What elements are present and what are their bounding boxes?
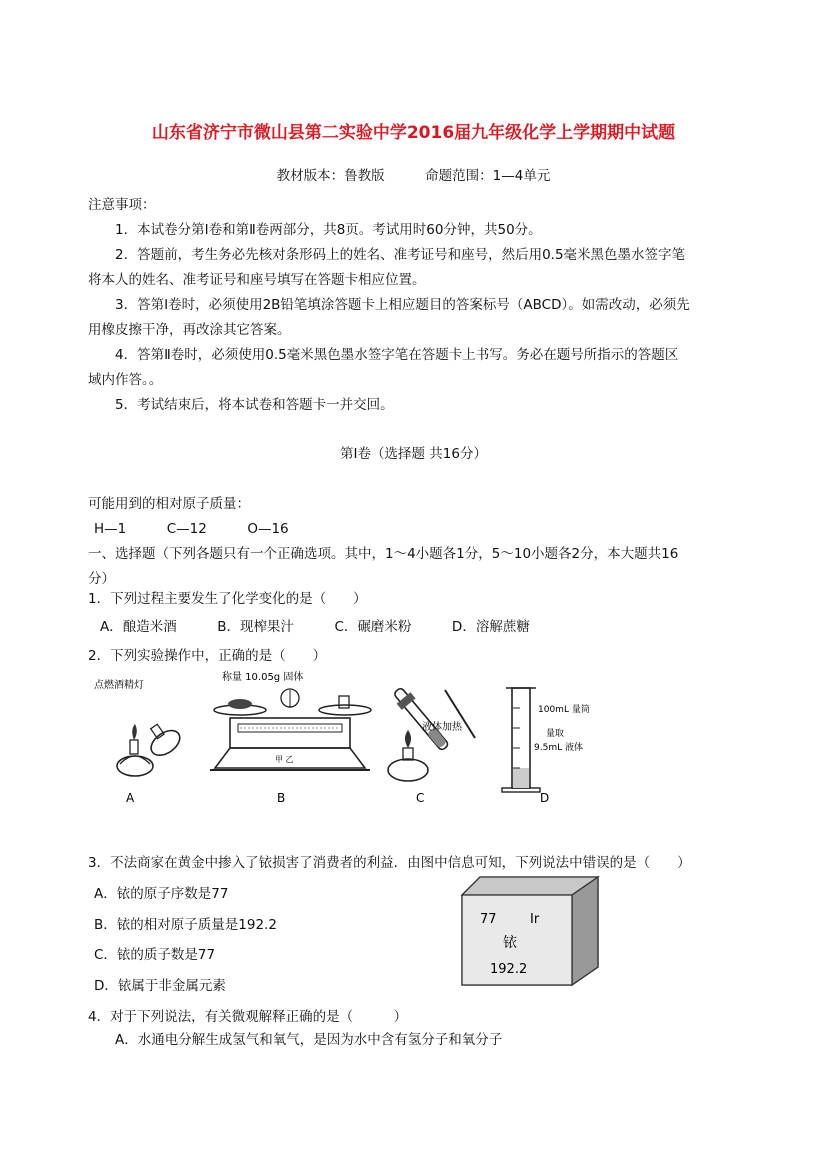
notice-item: 4．答第Ⅱ卷时，必须使用0.5毫米黑色墨水签字笔在答题卡上书写。务必在题号所指示的答题区 [115, 347, 679, 363]
question-3-option: B．铱的相对原子质量是192.2 [94, 917, 277, 933]
notice-item: 2．答题前，考生务必先核对条形码上的姓名、准考证号和座号，然后用0.5毫米黑色墨水签字笔 [115, 247, 686, 263]
lab-operations-figure [90, 668, 590, 808]
notice-item: 3．答第Ⅰ卷时，必须使用2B铅笔填涂答题卡上相应题目的答案标号（ABCD）。如需改动，必须先 [115, 297, 690, 313]
question-3-option: A．铱的原子序数是77 [94, 886, 229, 902]
element-symbol: Ir [530, 912, 540, 927]
balance-scale-label: 甲 乙 [275, 755, 294, 764]
atomic-mass-heading: 可能用到的相对原子质量： [88, 496, 250, 512]
question-1-options: A．酿造米酒 B．现榨果汁 C．碾磨米粉 D．溶解蔗糖 [100, 619, 530, 635]
notice-heading: 注意事项： [88, 197, 156, 213]
option-label-c: C [416, 791, 425, 805]
figure-a-caption: 点燃酒精灯 [94, 680, 144, 691]
figure-d-caption: 量取 [546, 729, 565, 739]
element-name: 铱 [503, 935, 517, 951]
option-label-a: A [126, 791, 135, 805]
iridium-element-card [460, 875, 600, 987]
figure-b-caption: 称量 10.05g 固体 [222, 672, 304, 683]
figure-c-caption: 液体加热 [422, 722, 462, 733]
part-instructions: 一、选择题（下列各题只有一个正确选项。其中，1～4小题各1分，5～10小题各2分，本大题共16 [88, 546, 679, 562]
notice-item: 1．本试卷分第Ⅰ卷和第Ⅱ卷两部分，共8页。考试用时60分钟，共50分。 [115, 222, 542, 238]
meta-line: 教材版本：鲁教版 命题范围：1—4单元 [276, 168, 551, 184]
figure-d-caption: 9.5mL 液体 [534, 743, 583, 753]
notice-item: 域内作答。。 [88, 372, 163, 388]
figure-d-cylinder [502, 688, 590, 792]
section-title: 第Ⅰ卷（选择题 共16分） [340, 446, 487, 462]
figure-d-caption: 100mL 量筒 [538, 705, 590, 715]
question-1-stem: 1．下列过程主要发生了化学变化的是（ ） [88, 591, 367, 607]
notice-item: 5．考试结束后，将本试卷和答题卡一并交回。 [115, 397, 394, 413]
element-atomic-mass: 192.2 [490, 962, 528, 977]
question-3-stem: 3．不法商家在黄金中掺入了铱损害了消费者的利益．由图中信息可知，下列说法中错误的是（ ） [88, 855, 691, 871]
part-instructions: 分） [88, 571, 115, 587]
element-atomic-number: 77 [480, 912, 497, 927]
question-4-option-a: A．水通电分解生成氢气和氧气，是因为水中含有氢分子和氧分子 [115, 1032, 503, 1048]
notice-item: 用橡皮擦干净，再改涂其它答案。 [88, 322, 291, 338]
question-3-option: C．铱的质子数是77 [94, 947, 216, 963]
notice-item: 将本人的姓名、准考证号和座号填写在答题卡相应位置。 [88, 272, 426, 288]
document-title: 山东省济宁市微山县第二实验中学2016届九年级化学上学期期中试题 [151, 123, 676, 143]
figure-c-heating [388, 685, 475, 781]
figure-a-alcohol-lamps [94, 678, 184, 776]
question-2-stem: 2．下列实验操作中，正确的是（ ） [88, 648, 327, 664]
figure-b-balance [210, 670, 371, 770]
atomic-mass-values: H—1 C—12 O—16 [94, 521, 289, 537]
question-3-option: D．铱属于非金属元素 [94, 978, 226, 994]
option-label-d: D [540, 791, 550, 805]
question-4-stem: 4．对于下列说法，有关微观解释正确的是（ ） [88, 1009, 408, 1025]
option-label-b: B [277, 791, 286, 805]
